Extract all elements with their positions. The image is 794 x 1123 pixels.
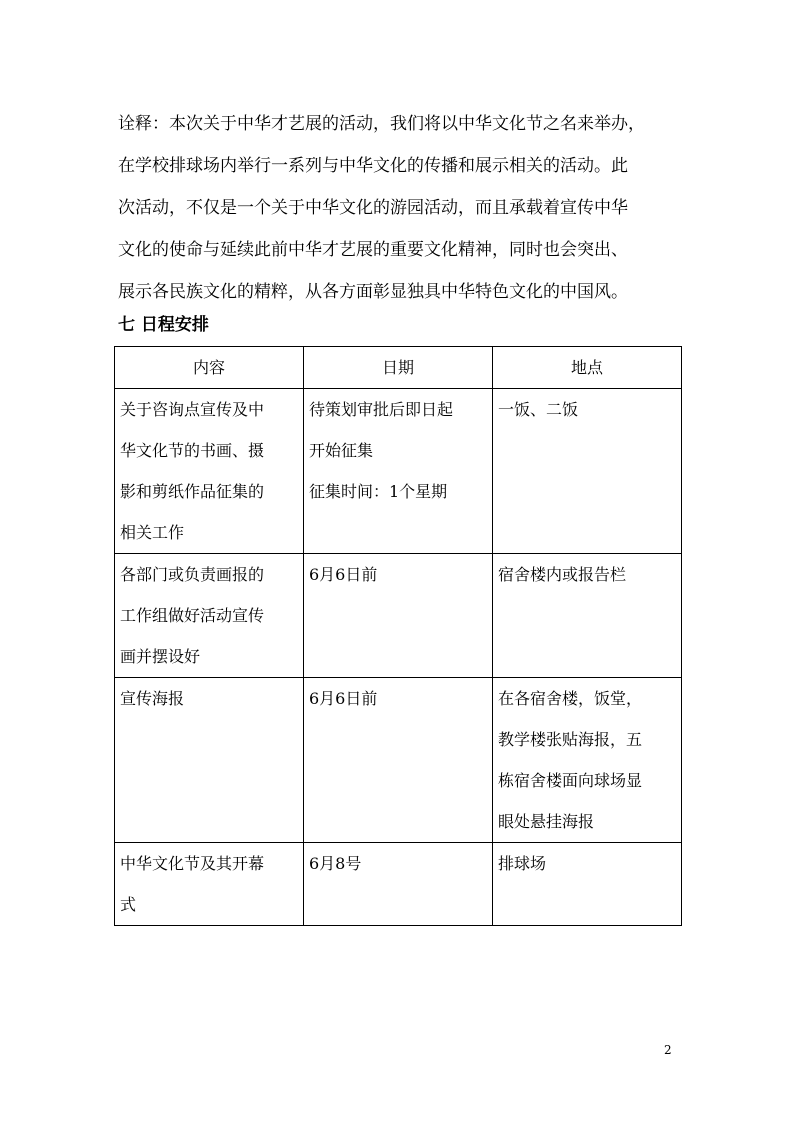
- table-header-row: [115, 347, 682, 389]
- cell-date: [304, 389, 493, 554]
- cell-line: 华文化节的书画、摄: [120, 441, 265, 460]
- cell-line: 宿舍楼内或报告栏: [498, 565, 627, 584]
- table-row: [115, 678, 682, 843]
- cell-date: [304, 678, 493, 843]
- cell-line: 6月6日前: [309, 565, 378, 584]
- cell-line: 中华文化节及其开幕: [120, 854, 265, 873]
- page-number: 2: [664, 1043, 672, 1057]
- header-date: 日期: [304, 347, 493, 389]
- cell-content: [115, 389, 304, 554]
- cell-content: [115, 554, 304, 678]
- cell-line: 6月6日前: [309, 689, 378, 708]
- cell-line: 开始征集: [309, 441, 374, 460]
- cell-place: [493, 678, 682, 843]
- cell-line: 待策划审批后即日起: [309, 400, 454, 419]
- schedule-table: [114, 346, 682, 926]
- cell-place: [493, 389, 682, 554]
- table-row: [115, 843, 682, 926]
- cell-line: 画并摆设好: [120, 647, 201, 666]
- cell-line: 关于咨询点宣传及中: [120, 400, 265, 419]
- header-content: 内容: [115, 347, 304, 389]
- cell-content: [115, 678, 304, 843]
- cell-place: [493, 554, 682, 678]
- paragraph-line: 诠释：本次关于中华才艺展的活动，我们将以中华文化节之名来举办，: [118, 114, 645, 134]
- cell-line: 栋宿舍楼面向球场显: [498, 771, 643, 790]
- cell-line: 相关工作: [120, 523, 185, 542]
- cell-line: 影和剪纸作品征集的: [120, 482, 265, 501]
- table-row: [115, 554, 682, 678]
- cell-line: 在各宿舍楼，饭堂，: [498, 689, 643, 708]
- cell-date: [304, 554, 493, 678]
- cell-date: [304, 843, 493, 926]
- paragraph-line: 在学校排球场内举行一系列与中华文化的传播和展示相关的活动。此: [118, 156, 628, 176]
- paragraph-line: 展示各民族文化的精粹，从各方面彰显独具中华特色文化的中国风。: [118, 282, 628, 302]
- cell-line: 6月8号: [309, 854, 362, 873]
- paragraph-line: 次活动，不仅是一个关于中华文化的游园活动，而且承载着宣传中华: [118, 198, 628, 218]
- cell-line: 征集时间：1个星期: [309, 482, 448, 501]
- section-title: 七 日程安排: [118, 315, 209, 335]
- header-place: 地点: [493, 347, 682, 389]
- table-row: [115, 389, 682, 554]
- body-paragraph: [118, 103, 688, 313]
- cell-line: 一饭、二饭: [498, 400, 579, 419]
- cell-line: 宣传海报: [120, 689, 185, 708]
- paragraph-line: 文化的使命与延续此前中华才艺展的重要文化精神，同时也会突出、: [118, 240, 628, 260]
- cell-place: [493, 843, 682, 926]
- cell-content: [115, 843, 304, 926]
- cell-line: 教学楼张贴海报，五: [498, 730, 643, 749]
- cell-line: 排球场: [498, 854, 547, 873]
- cell-line: 式: [120, 895, 137, 914]
- cell-line: 各部门或负责画报的: [120, 565, 265, 584]
- cell-line: 工作组做好活动宣传: [120, 606, 265, 625]
- cell-line: 眼处悬挂海报: [498, 812, 595, 831]
